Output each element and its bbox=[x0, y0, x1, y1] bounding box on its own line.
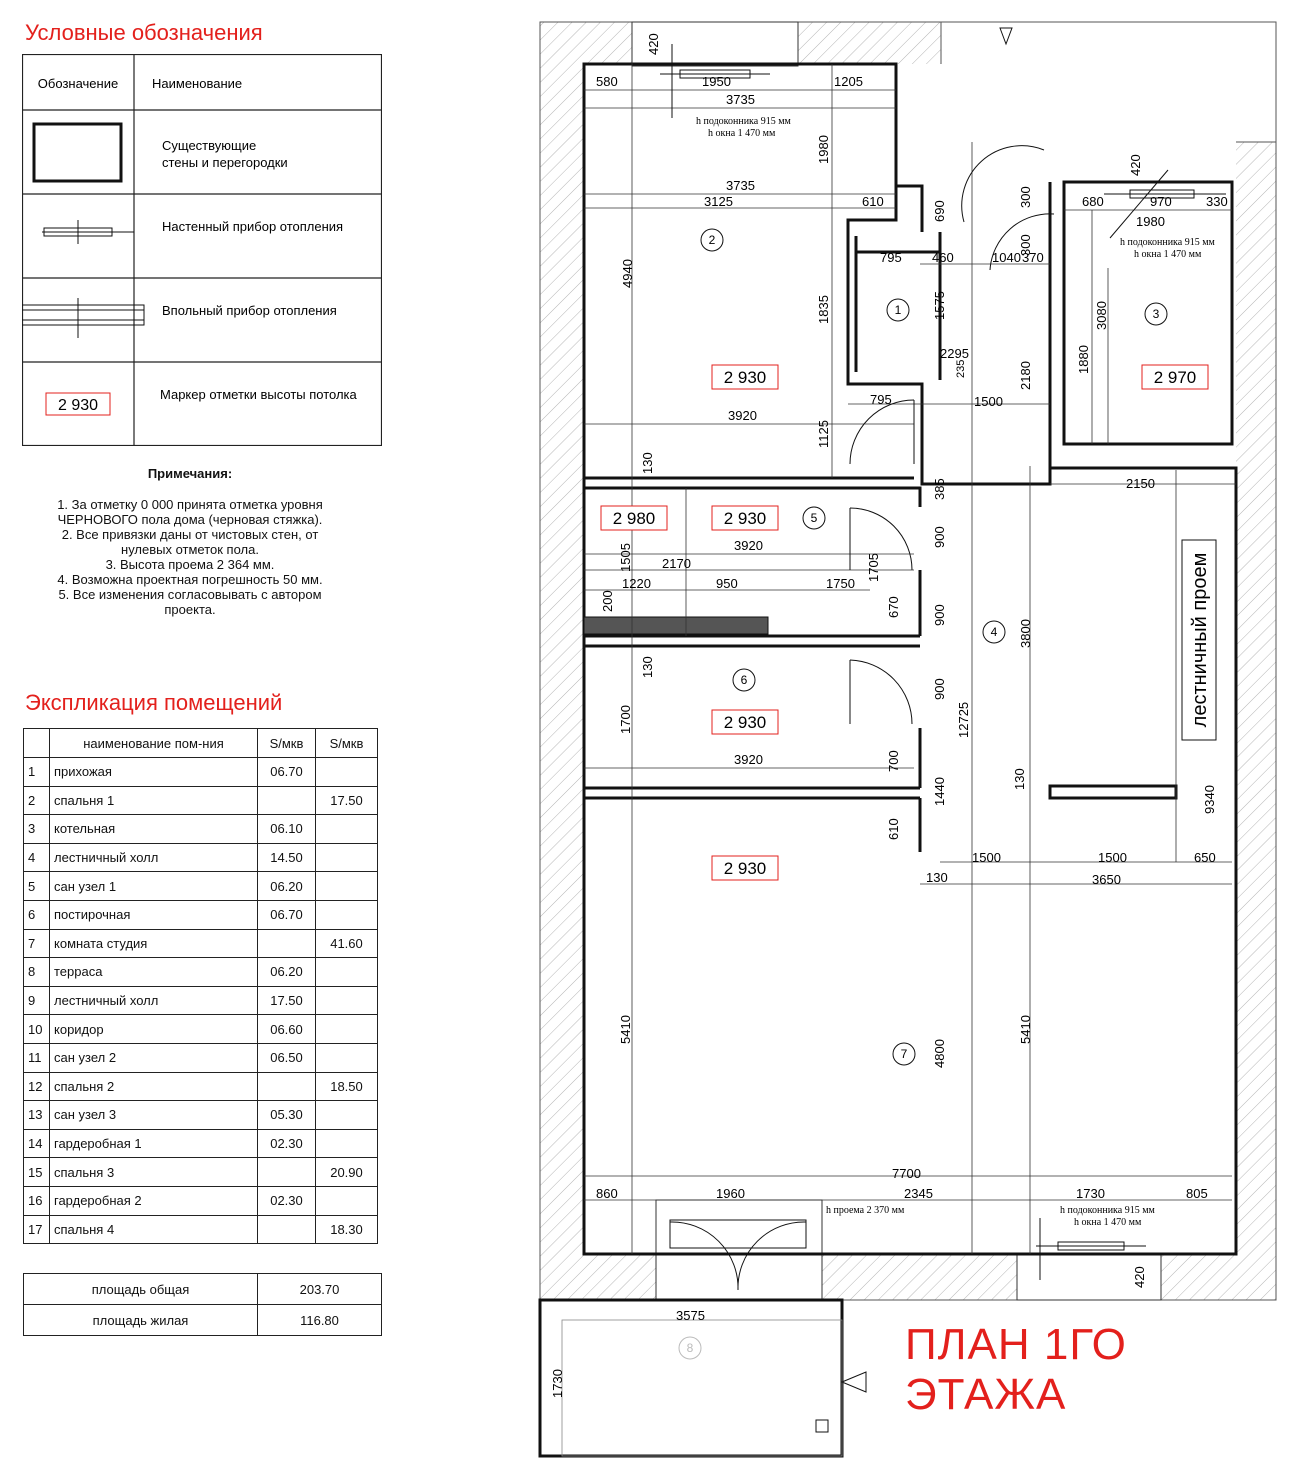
window-note-2: h окна 1 470 мм bbox=[708, 128, 776, 139]
legend-title: Условные обозначения bbox=[25, 20, 263, 45]
dim-label: 3650 bbox=[1092, 872, 1121, 887]
table-header: S/мкв bbox=[258, 729, 316, 758]
door-note: h проема 2 370 мм bbox=[826, 1205, 905, 1216]
ceiling-marker: 2 930 bbox=[723, 859, 767, 878]
dim-label: 900 bbox=[932, 678, 947, 700]
dim-label: 1730 bbox=[550, 1369, 565, 1398]
dim-label: 900 bbox=[932, 526, 947, 548]
dim-label: 1880 bbox=[1076, 345, 1091, 374]
stair-label: лестничный проем bbox=[1189, 552, 1211, 728]
table-cell: 15 bbox=[24, 1158, 50, 1187]
explication-title: Экспликация помещений bbox=[25, 690, 283, 715]
dim-label: 2345 bbox=[904, 1186, 933, 1201]
dim-label: 805 bbox=[1186, 1186, 1208, 1201]
dim-label: 235 bbox=[955, 359, 967, 378]
terrace-arrow-icon bbox=[842, 1372, 866, 1392]
dim-label: 610 bbox=[886, 818, 901, 840]
table-cell: 18.50 bbox=[316, 1072, 378, 1101]
dim-label: 3920 bbox=[734, 538, 763, 553]
table-cell: 06.50 bbox=[258, 1043, 316, 1072]
table-cell: сан узел 1 bbox=[50, 872, 258, 901]
room-number: 5 bbox=[810, 511, 818, 525]
total-area-label: площадь общая bbox=[24, 1274, 258, 1305]
table-cell: 06.10 bbox=[258, 815, 316, 844]
table-cell: 11 bbox=[24, 1043, 50, 1072]
dim-label: 1705 bbox=[866, 553, 881, 582]
dim-label: 330 bbox=[1206, 194, 1228, 209]
notes-heading: Примечания: bbox=[147, 466, 233, 481]
room-number: 3 bbox=[1152, 307, 1160, 321]
legend-row2: Настенный прибор отопления bbox=[162, 219, 344, 234]
living-area-label: площадь жилая bbox=[24, 1305, 258, 1336]
dim-label: 1220 bbox=[622, 576, 651, 591]
note-line: проекта. bbox=[164, 602, 216, 617]
dim-label: 420 bbox=[1128, 154, 1143, 176]
note-line: 4. Возможна проектная погрешность 50 мм. bbox=[57, 572, 323, 587]
window-note-2: h окна 1 470 мм bbox=[1074, 1217, 1142, 1228]
table-cell: сан узел 3 bbox=[50, 1101, 258, 1130]
table-cell: 02.30 bbox=[258, 1186, 316, 1215]
table-cell: прихожая bbox=[50, 758, 258, 787]
dim-label: 1500 bbox=[1098, 850, 1127, 865]
note-line: ЧЕРНОВОГО пола дома (черновая стяжка). bbox=[57, 512, 323, 527]
legend-row3: Впольный прибор отопления bbox=[162, 303, 337, 318]
dim-label: 795 bbox=[880, 250, 902, 265]
dim-label: 130 bbox=[640, 452, 655, 474]
table-cell: 02.30 bbox=[258, 1129, 316, 1158]
dim-label: 370 bbox=[1022, 250, 1044, 265]
table-cell: 06.70 bbox=[258, 900, 316, 929]
stair-ledge bbox=[1050, 786, 1176, 798]
window-note-1: h подоконника 915 мм bbox=[696, 116, 791, 127]
living-area-value: 116.80 bbox=[258, 1305, 382, 1336]
dim-label: 130 bbox=[1012, 768, 1027, 790]
table-cell: лестничный холл bbox=[50, 986, 258, 1015]
dim-label: 610 bbox=[862, 194, 884, 209]
note-line: нулевых отметок пола. bbox=[121, 542, 259, 557]
dim-label: 1980 bbox=[1136, 214, 1165, 229]
room-number: 7 bbox=[900, 1047, 908, 1061]
table-cell: спальня 4 bbox=[50, 1215, 258, 1244]
dim-label: 200 bbox=[600, 590, 615, 612]
dim-label: 3125 bbox=[704, 194, 733, 209]
note-line: 1. За отметку 0 000 принята отметка уровня bbox=[57, 497, 323, 512]
dim-label: 300 bbox=[1018, 234, 1033, 256]
dim-label: 1505 bbox=[618, 543, 633, 572]
dim-label: 950 bbox=[716, 576, 738, 591]
window-note-2: h окна 1 470 мм bbox=[1134, 249, 1202, 260]
dim-label: 420 bbox=[646, 33, 661, 55]
ceiling-marker: 2 980 bbox=[612, 509, 656, 528]
dim-label: 2295 bbox=[940, 346, 969, 361]
ceiling-marker: 2 930 bbox=[723, 713, 767, 732]
dim-label: 1835 bbox=[816, 295, 831, 324]
legend-row4: Маркер отметки высоты потолка bbox=[160, 387, 357, 402]
dim-label: 1700 bbox=[618, 705, 633, 734]
dim-label: 690 bbox=[932, 200, 947, 222]
terrace bbox=[540, 1300, 842, 1456]
table-cell: 8 bbox=[24, 958, 50, 987]
table-cell: 5 bbox=[24, 872, 50, 901]
dim-label: 9340 bbox=[1202, 785, 1217, 814]
ceiling-marker: 2 970 bbox=[1153, 368, 1197, 387]
dim-label: 1125 bbox=[816, 420, 831, 448]
dim-label: 3735 bbox=[726, 178, 755, 193]
room-number: 1 bbox=[894, 303, 902, 317]
dim-label: 130 bbox=[640, 656, 655, 678]
dim-label: 795 bbox=[870, 392, 892, 407]
legend-col-symbol: Обозначение bbox=[37, 76, 119, 91]
table-cell: 1 bbox=[24, 758, 50, 787]
dim-label: 12725 bbox=[956, 701, 971, 738]
dim-label: 4800 bbox=[932, 1039, 947, 1068]
note-line: 2. Все привязки даны от чистовых стен, от bbox=[61, 527, 319, 542]
dim-label: 650 bbox=[1194, 850, 1216, 865]
dim-label: 900 bbox=[932, 604, 947, 626]
dim-label: 385 bbox=[932, 478, 947, 500]
table-cell: 9 bbox=[24, 986, 50, 1015]
table-cell: 17 bbox=[24, 1215, 50, 1244]
legend-row1-line2: стены и перегородки bbox=[162, 155, 288, 170]
room-number: 8 bbox=[686, 1341, 694, 1355]
dim-label: 860 bbox=[596, 1186, 618, 1201]
terrace-post bbox=[816, 1420, 828, 1432]
dim-label: 4940 bbox=[620, 259, 635, 288]
room-number: 4 bbox=[990, 625, 998, 639]
note-line: 5. Все изменения согласовывать с автором bbox=[58, 587, 322, 602]
dim-label: 970 bbox=[1150, 194, 1172, 209]
table-cell: комната студия bbox=[50, 929, 258, 958]
table-cell: 2 bbox=[24, 786, 50, 815]
legend-row1-line1: Существующие bbox=[162, 138, 257, 153]
table-cell: котельная bbox=[50, 815, 258, 844]
table-cell: 06.20 bbox=[258, 958, 316, 987]
table-cell: 06.70 bbox=[258, 758, 316, 787]
dim-label: 1980 bbox=[816, 135, 831, 164]
table-cell: коридор bbox=[50, 1015, 258, 1044]
table-cell: 10 bbox=[24, 1015, 50, 1044]
table-cell: 14.50 bbox=[258, 843, 316, 872]
dim-label: 670 bbox=[886, 596, 901, 618]
dim-label: 1730 bbox=[1076, 1186, 1105, 1201]
table-cell: спальня 2 bbox=[50, 1072, 258, 1101]
dim-label: 1960 bbox=[716, 1186, 745, 1201]
dim-label: 3800 bbox=[1018, 619, 1033, 648]
room-number: 6 bbox=[740, 673, 748, 687]
dim-label: 460 bbox=[932, 250, 954, 265]
table-cell: 6 bbox=[24, 900, 50, 929]
dim-label: 1500 bbox=[974, 394, 1003, 409]
dim-label: 1950 bbox=[702, 74, 731, 89]
table-cell: 20.90 bbox=[316, 1158, 378, 1187]
table-cell: спальня 3 bbox=[50, 1158, 258, 1187]
dim-label: 680 bbox=[1082, 194, 1104, 209]
table-cell: постирочная bbox=[50, 900, 258, 929]
table-cell: гардеробная 1 bbox=[50, 1129, 258, 1158]
window-note-1: h подоконника 915 мм bbox=[1060, 1205, 1155, 1216]
note-line: 3. Высота проема 2 364 мм. bbox=[105, 557, 275, 572]
dim-label: 5410 bbox=[618, 1015, 633, 1044]
table-cell: 17.50 bbox=[316, 786, 378, 815]
dim-label: 700 bbox=[886, 750, 901, 772]
legend-marker: 2 930 bbox=[57, 397, 99, 414]
table-cell: 16 bbox=[24, 1186, 50, 1215]
dim-label: 3920 bbox=[728, 408, 757, 423]
dim-label: 3735 bbox=[726, 92, 755, 107]
dim-label: 5410 bbox=[1018, 1015, 1033, 1044]
ceiling-marker: 2 930 bbox=[723, 509, 767, 528]
dim-label: 420 bbox=[1132, 1266, 1147, 1288]
dim-label: 3575 bbox=[676, 1308, 705, 1323]
dim-label: 1575 bbox=[932, 291, 947, 320]
dim-label: 2180 bbox=[1018, 361, 1033, 390]
table-cell: 06.60 bbox=[258, 1015, 316, 1044]
table-cell: 7 bbox=[24, 929, 50, 958]
window-note-1: h подоконника 915 мм bbox=[1120, 237, 1215, 248]
total-area-value: 203.70 bbox=[258, 1274, 382, 1305]
dim-label: 1750 bbox=[826, 576, 855, 591]
dim-label: 3920 bbox=[734, 752, 763, 767]
ceiling-marker: 2 930 bbox=[723, 368, 767, 387]
table-header: S/мкв bbox=[316, 729, 378, 758]
dim-label: 2150 bbox=[1126, 476, 1155, 491]
table-cell: терраса bbox=[50, 958, 258, 987]
dim-label: 7700 bbox=[892, 1166, 921, 1181]
table-header: наименование пом-ния bbox=[50, 729, 258, 758]
dim-label: 2170 bbox=[662, 556, 691, 571]
legend-col-name: Наименование bbox=[152, 76, 243, 91]
table-cell: 06.20 bbox=[258, 872, 316, 901]
table-cell: 17.50 bbox=[258, 986, 316, 1015]
table-cell: 3 bbox=[24, 815, 50, 844]
table-cell: 4 bbox=[24, 843, 50, 872]
dim-label: 1440 bbox=[932, 777, 947, 806]
table-cell: 05.30 bbox=[258, 1101, 316, 1130]
table-cell: 14 bbox=[24, 1129, 50, 1158]
table-cell: лестничный холл bbox=[50, 843, 258, 872]
table-cell: сан узел 2 bbox=[50, 1043, 258, 1072]
partition-block bbox=[584, 617, 768, 634]
table-cell: 12 bbox=[24, 1072, 50, 1101]
room-number: 2 bbox=[708, 233, 716, 247]
table-cell: 18.30 bbox=[316, 1215, 378, 1244]
dim-label: 300 bbox=[1018, 186, 1033, 208]
dim-label: 1500 bbox=[972, 850, 1001, 865]
dim-label: 580 bbox=[596, 74, 618, 89]
dim-label: 3080 bbox=[1094, 301, 1109, 330]
dim-label: 1040 bbox=[992, 250, 1021, 265]
dim-label: 130 bbox=[926, 870, 948, 885]
dim-label: 1205 bbox=[834, 74, 863, 89]
table-cell: спальня 1 bbox=[50, 786, 258, 815]
table-cell: 41.60 bbox=[316, 929, 378, 958]
plan-title: ПЛАН 1ГО ЭТАЖА bbox=[905, 1320, 1127, 1419]
table-cell: гардеробная 2 bbox=[50, 1186, 258, 1215]
table-cell: 13 bbox=[24, 1101, 50, 1130]
